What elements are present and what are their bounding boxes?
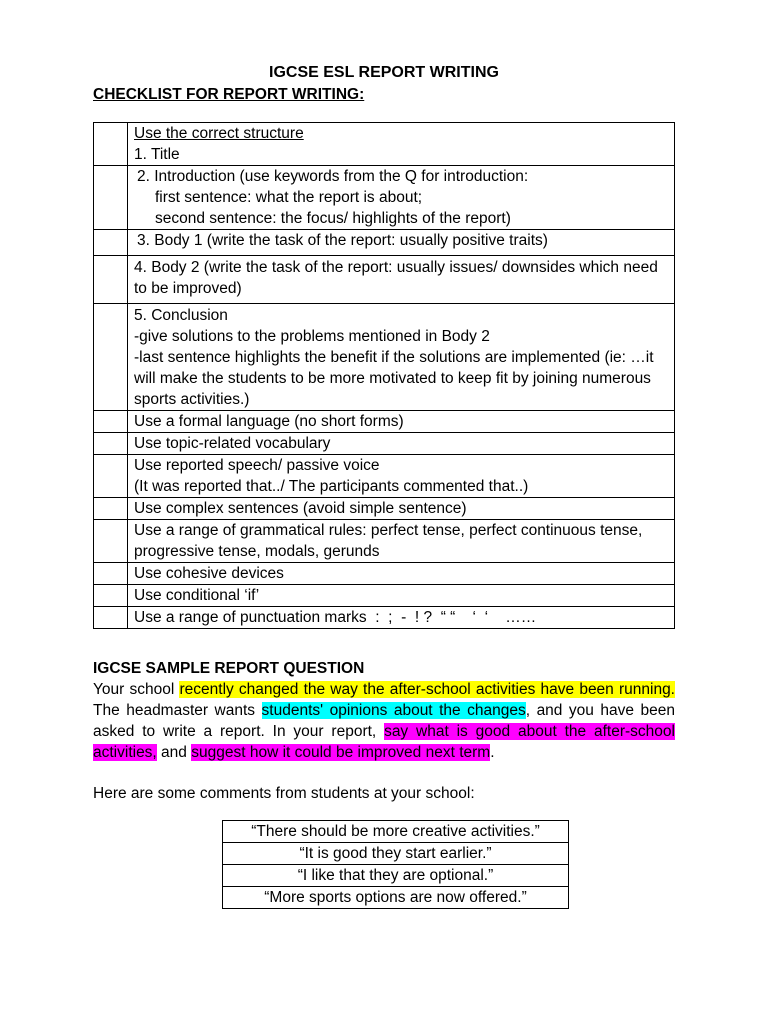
highlight-cyan: students' opinions about the changes bbox=[261, 702, 526, 719]
table-row bbox=[94, 585, 675, 607]
structure-title-item: 1. Title bbox=[134, 146, 180, 163]
comment-cell: “I like that they are optional.” bbox=[223, 865, 569, 887]
table-row bbox=[94, 607, 675, 629]
comment-cell: “There should be more creative activities.” bbox=[223, 821, 569, 843]
question-text: The headmaster wants bbox=[93, 702, 262, 719]
checklist-item: Use complex sentences (avoid simple sentence) bbox=[128, 498, 675, 520]
checkbox-cell bbox=[94, 520, 128, 563]
highlight-magenta: suggest how it could be improved next term bbox=[191, 744, 491, 761]
checkbox-cell bbox=[94, 455, 128, 498]
question-paragraph bbox=[93, 679, 675, 763]
checklist-item: Use a range of grammatical rules: perfect tense, perfect continuous tense, progressive tense, modals, gerunds bbox=[128, 520, 675, 563]
checklist-item: Use a range of punctuation marks : ; - ! ? “ “ ‘ ‘ …… bbox=[128, 607, 675, 629]
comments-intro: Here are some comments from students at your school: bbox=[93, 785, 475, 802]
checklist-item bbox=[128, 304, 675, 411]
question-text: Your school bbox=[93, 681, 180, 698]
question-text: and bbox=[156, 744, 192, 761]
checkbox-cell bbox=[94, 607, 128, 629]
intro-line: 2. Introduction (use keywords from the Q for introduction: bbox=[137, 168, 529, 185]
table-row bbox=[94, 433, 675, 455]
checklist-item bbox=[128, 166, 675, 230]
question-text: , and you have been asked to write a report. In your report, bbox=[93, 702, 675, 740]
checkbox-cell bbox=[94, 585, 128, 607]
comments-table bbox=[222, 820, 569, 909]
checkbox-cell bbox=[94, 433, 128, 455]
checkbox-cell bbox=[94, 166, 128, 230]
table-row bbox=[94, 304, 675, 411]
table-row bbox=[223, 821, 569, 843]
intro-line: first sentence: what the report is about; bbox=[155, 189, 423, 206]
table-row bbox=[94, 498, 675, 520]
highlight-magenta: say what is good about the after-school activities, bbox=[93, 723, 675, 761]
checkbox-cell bbox=[94, 123, 128, 166]
structure-heading: Use the correct structure bbox=[134, 125, 304, 142]
reported-line: (It was reported that../ The participants commented that..) bbox=[134, 478, 529, 495]
checklist-item: Use cohesive devices bbox=[128, 563, 675, 585]
comment-cell: “It is good they start earlier.” bbox=[223, 843, 569, 865]
highlight-yellow: recently changed the way the after-school activities have been running. bbox=[179, 681, 675, 698]
checklist-item: Use conditional ‘if’ bbox=[128, 585, 675, 607]
checklist-item: Use a formal language (no short forms) bbox=[128, 411, 675, 433]
checklist-table bbox=[93, 122, 675, 629]
table-row bbox=[94, 166, 675, 230]
checklist-item: Use topic-related vocabulary bbox=[128, 433, 675, 455]
checkbox-cell bbox=[94, 563, 128, 585]
table-row bbox=[94, 230, 675, 256]
table-row bbox=[94, 563, 675, 585]
checklist-subtitle: CHECKLIST FOR REPORT WRITING: bbox=[93, 86, 365, 103]
conclusion-line: 5. Conclusion bbox=[134, 307, 228, 324]
conclusion-line: -last sentence highlights the benefit if the solutions are implemented (ie: …it will make the students to be more motivated to keep fit by joining numerous sports activities.) bbox=[134, 349, 654, 408]
checkbox-cell bbox=[94, 411, 128, 433]
checklist-item bbox=[128, 230, 675, 256]
conclusion-line: -give solutions to the problems mentioned in Body 2 bbox=[134, 328, 490, 345]
checkbox-cell bbox=[94, 304, 128, 411]
table-row bbox=[94, 455, 675, 498]
table-row bbox=[223, 865, 569, 887]
intro-line: second sentence: the focus/ highlights of the report) bbox=[155, 210, 511, 227]
table-row bbox=[94, 411, 675, 433]
checkbox-cell bbox=[94, 256, 128, 304]
question-text: . bbox=[490, 744, 495, 761]
table-row bbox=[94, 256, 675, 304]
checkbox-cell bbox=[94, 230, 128, 256]
table-row bbox=[223, 843, 569, 865]
body1-item: 3. Body 1 (write the task of the report: usually positive traits) bbox=[137, 232, 548, 249]
table-row bbox=[94, 123, 675, 166]
document-title: IGCSE ESL REPORT WRITING bbox=[269, 64, 499, 81]
comment-cell: “More sports options are now offered.” bbox=[223, 887, 569, 909]
checklist-item bbox=[128, 123, 675, 166]
question-heading: IGCSE SAMPLE REPORT QUESTION bbox=[93, 660, 365, 677]
checklist-item bbox=[128, 455, 675, 498]
checklist-item bbox=[128, 256, 675, 304]
table-row bbox=[94, 520, 675, 563]
reported-line: Use reported speech/ passive voice bbox=[134, 457, 380, 474]
body2-item: 4. Body 2 (write the task of the report: usually issues/ downsides which need to be improved) bbox=[134, 259, 658, 297]
table-row bbox=[223, 887, 569, 909]
checkbox-cell bbox=[94, 498, 128, 520]
